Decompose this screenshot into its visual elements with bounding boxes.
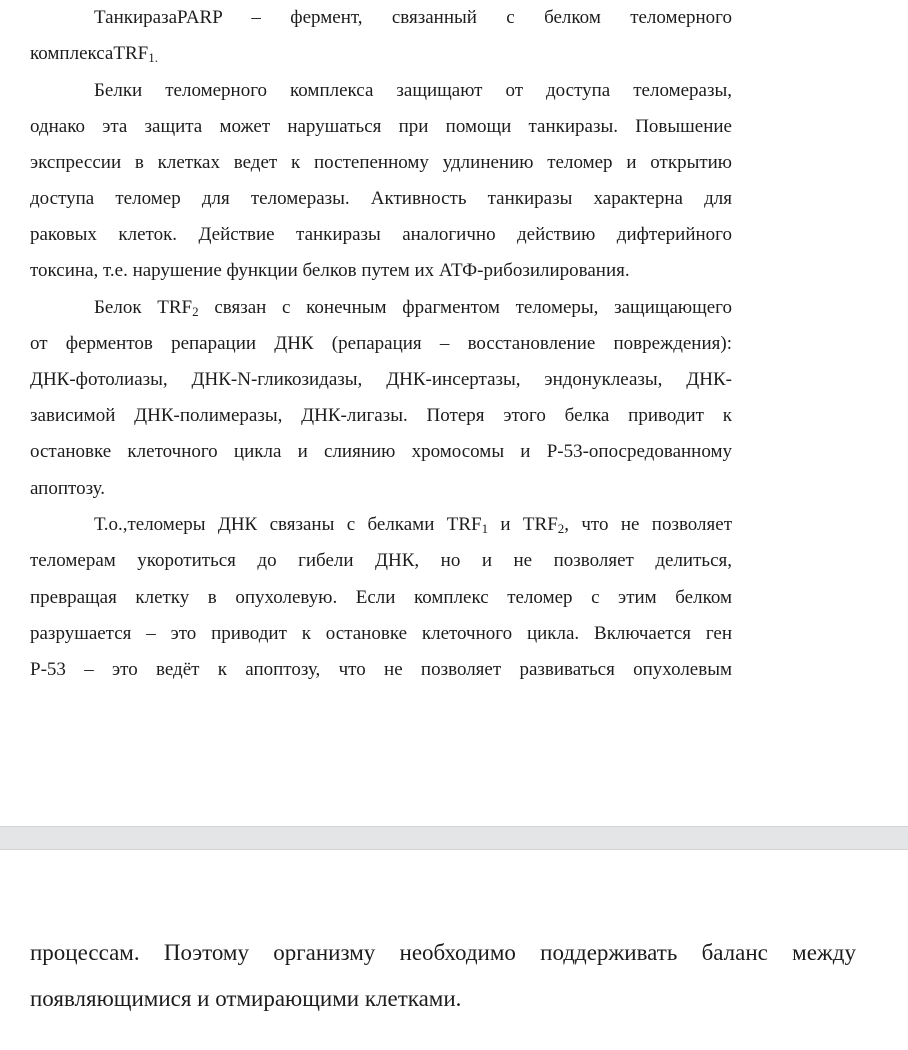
paragraph-1-line-1: ТанкиразаPARP – фермент, связанный с белком теломерного [94,7,732,28]
page-break-divider [0,826,908,850]
paragraph-4-line-1-c: , что не позволяет [564,514,732,535]
paragraph-1-line-2-text: комплексаTRF [30,43,149,64]
paragraph-4-line-1 [94,513,732,537]
paragraph-3-line-5: остановке клеточного цикла и слиянию хромосомы и Р-53-опосредованному [30,441,732,462]
paragraph-1-line-2 [30,42,732,66]
paragraph-3-line-2: от ферментов репарации ДНК (репарация – восстановление повреждения): [30,333,732,354]
subscript-1: 1 [481,521,489,536]
paragraph-4-line-1-b: и TRF [488,514,558,535]
paragraph-2-line-4: доступа теломер для теломеразы. Активность танкиразы характерна для [30,188,732,209]
paragraph-2-line-6: токсина, т.е. нарушение функции белков путем их АТФ-рибозилирования. [30,260,630,281]
subscript-1: 1. [148,50,158,65]
paragraph-3-line-4: зависимой ДНК-полимеразы, ДНК-лигазы. Потеря этого белка приводит к [30,405,732,426]
paragraph-3-line-6: апоптозу. [30,478,106,499]
paragraph-3-line-1 [94,296,732,320]
paragraph-3-line-1-b: связан с конечным фрагментом теломеры, защищающего [198,297,732,318]
document-page-2 [0,850,908,1050]
subscript-2: 2 [557,521,565,536]
paragraph-4-line-3: превращая клетку в опухолевую. Если комплекс теломер с этим белком [30,587,732,608]
page-2-line-1: процессам. Поэтому организму необходимо поддерживать баланс между [30,940,856,965]
paragraph-4-line-5: Р-53 – это ведёт к апоптозу, что не позволяет развиваться опухолевым [30,659,732,680]
paragraph-2-line-5: раковых клеток. Действие танкиразы аналогично действию дифтерийного [30,224,732,245]
page-2-line-2: появляющимися и отмирающими клетками. [30,986,462,1011]
paragraph-3-line-1-a: Белок TRF [94,297,193,318]
subscript-2: 2 [192,304,199,319]
paragraph-4-line-2: теломерам укоротиться до гибели ДНК, но и не позволяет делиться, [30,550,732,571]
paragraph-2-line-2: однако эта защита может нарушаться при помощи танкиразы. Повышение [30,116,732,137]
paragraph-3-line-3: ДНК-фотолиазы, ДНК-N-гликозидазы, ДНК-инсертазы, эндонуклеазы, ДНК- [30,369,732,390]
paragraph-2-line-1: Белки теломерного комплекса защищают от доступа теломеразы, [94,80,732,101]
paragraph-4-line-4: разрушается – это приводит к остановке клеточного цикла. Включается ген [30,623,732,644]
paragraph-4-line-1-a: Т.о.,теломеры ДНК связаны с белками TRF [94,514,482,535]
paragraph-2-line-3: экспрессии в клетках ведет к постепенному удлинению теломер и открытию [30,152,732,173]
